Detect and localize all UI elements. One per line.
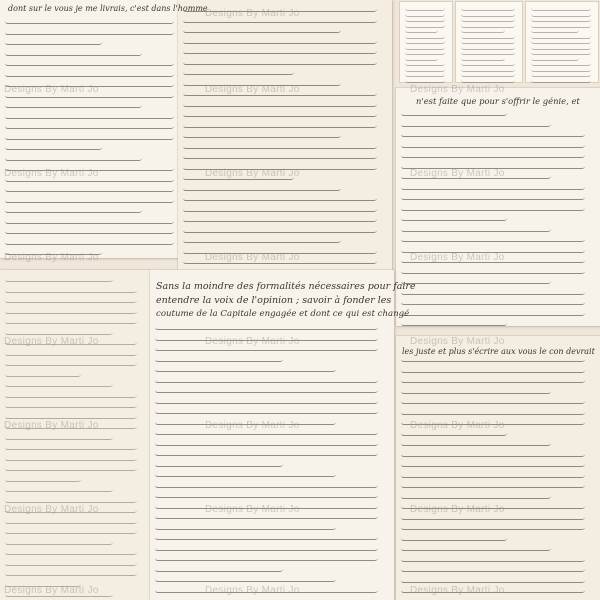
script-line xyxy=(401,501,588,509)
script-line xyxy=(401,470,588,478)
script-line xyxy=(401,438,553,446)
print-line xyxy=(461,13,515,17)
script-line xyxy=(183,57,379,65)
watermark: Designs By Marti Jo xyxy=(4,336,99,347)
script-line xyxy=(5,421,140,429)
script-line xyxy=(5,337,140,345)
watermark: Designs By Marti Jo xyxy=(410,252,505,263)
script-line xyxy=(5,79,176,87)
watermark: Designs By Marti Jo xyxy=(205,8,300,19)
sample-text-center-3: coutume de la Capitale engagée et dont ce qui est changé xyxy=(156,309,410,319)
watermark: Designs By Marti Jo xyxy=(205,84,300,95)
watermark: Designs By Marti Jo xyxy=(4,585,99,596)
script-line xyxy=(155,511,380,519)
print-line xyxy=(405,18,445,22)
script-line xyxy=(401,171,553,179)
print-line xyxy=(531,57,579,61)
script-line xyxy=(5,295,140,303)
watermark: Designs By Marti Jo xyxy=(205,585,300,596)
script-line xyxy=(401,585,588,593)
print-line xyxy=(461,57,505,61)
print-line xyxy=(405,29,438,33)
print-line xyxy=(531,35,591,39)
print-line xyxy=(461,35,515,39)
print-line xyxy=(461,79,515,83)
script-line xyxy=(183,204,379,212)
script-line xyxy=(183,25,343,33)
script-line xyxy=(401,491,553,499)
script-line xyxy=(183,193,379,201)
print-line xyxy=(531,51,591,55)
script-line xyxy=(155,469,338,477)
script-line xyxy=(183,235,343,243)
script-line xyxy=(155,333,380,341)
print-line xyxy=(531,46,591,50)
script-line xyxy=(401,449,588,457)
print-line xyxy=(405,62,445,66)
script-line xyxy=(155,585,380,593)
watermark: Designs By Marti Jo xyxy=(410,585,505,596)
script-line xyxy=(155,501,380,509)
print-line xyxy=(531,18,591,22)
print-line xyxy=(531,62,591,66)
print-line xyxy=(405,57,438,61)
script-line xyxy=(5,285,140,293)
script-line xyxy=(155,406,380,414)
script-line xyxy=(401,119,553,127)
script-line xyxy=(183,256,379,264)
script-line xyxy=(183,120,379,128)
script-line xyxy=(401,234,588,242)
script-line xyxy=(5,205,145,213)
script-line xyxy=(401,276,553,284)
script-line xyxy=(155,480,380,488)
script-line xyxy=(155,448,380,456)
watermark: Designs By Marti Jo xyxy=(205,252,300,263)
script-line xyxy=(401,140,588,148)
printed-lines xyxy=(531,7,593,77)
script-line xyxy=(401,407,588,415)
script-line xyxy=(401,417,588,425)
script-line xyxy=(401,129,588,137)
script-line xyxy=(401,192,588,200)
print-line xyxy=(531,79,591,83)
watermark: Designs By Marti Jo xyxy=(4,420,99,431)
script-line xyxy=(5,526,140,534)
script-line xyxy=(183,172,297,180)
script-line xyxy=(5,453,140,461)
printed-lines xyxy=(405,7,447,77)
script-line xyxy=(401,308,588,316)
script-line xyxy=(5,258,145,259)
script-line xyxy=(155,532,380,540)
print-line xyxy=(461,68,515,72)
script-line xyxy=(5,174,176,182)
script-line xyxy=(5,579,83,587)
handwritten-page-top-left xyxy=(0,0,188,258)
script-line xyxy=(5,58,176,66)
script-line xyxy=(401,522,588,530)
script-line xyxy=(5,505,140,513)
script-line xyxy=(183,36,379,44)
script-line xyxy=(5,142,104,150)
handwritten-page-right xyxy=(396,88,600,326)
script-line xyxy=(155,343,380,351)
script-line xyxy=(5,306,140,314)
script-line xyxy=(5,153,145,161)
script-line xyxy=(155,564,285,572)
script-line xyxy=(183,225,379,233)
script-line xyxy=(401,318,509,326)
print-line xyxy=(461,24,515,28)
script-line xyxy=(183,4,379,12)
print-line xyxy=(461,46,515,50)
print-line xyxy=(531,24,591,28)
script-line xyxy=(401,428,509,436)
printed-lines xyxy=(461,7,517,77)
print-line xyxy=(461,62,515,66)
print-line xyxy=(531,13,591,17)
watermark: Designs By Marti Jo xyxy=(4,252,99,263)
script-line xyxy=(155,427,380,435)
script-line xyxy=(5,390,140,398)
handwriting-lines xyxy=(156,322,388,596)
script-line xyxy=(183,141,379,149)
sample-text-center-1: Sans la moindre des formalités nécessaires pour faire xyxy=(156,281,416,292)
miniature-page-3 xyxy=(526,2,598,82)
print-line xyxy=(405,13,445,17)
script-line xyxy=(5,432,115,440)
script-line xyxy=(401,297,588,305)
script-line xyxy=(5,379,115,387)
script-line xyxy=(401,543,553,551)
script-line xyxy=(155,574,338,582)
script-line xyxy=(5,568,140,576)
script-line xyxy=(5,463,140,471)
print-line xyxy=(461,40,515,44)
miniature-page-1 xyxy=(400,2,452,82)
script-line xyxy=(155,396,380,404)
script-line xyxy=(5,247,104,255)
print-line xyxy=(531,73,591,77)
script-line xyxy=(183,162,379,170)
print-line xyxy=(405,24,445,28)
script-line xyxy=(183,99,379,107)
print-line xyxy=(531,7,591,11)
script-line xyxy=(5,537,115,545)
watermark: Designs By Marti Jo xyxy=(4,168,99,179)
script-line xyxy=(155,375,380,383)
print-line xyxy=(405,73,445,77)
script-line xyxy=(5,516,140,524)
print-line xyxy=(461,73,515,77)
script-line xyxy=(401,596,553,600)
print-line xyxy=(405,79,445,83)
script-line xyxy=(5,558,140,566)
sample-text-right-1: n'est faite que pour s'offrir le génie, et xyxy=(416,96,580,106)
script-line xyxy=(401,533,509,541)
print-line xyxy=(461,18,515,22)
script-line xyxy=(401,396,588,404)
sample-text-top-left: dont sur le vous je me livrais, c'est dans l'homme xyxy=(8,4,208,13)
script-line xyxy=(155,385,380,393)
print-line xyxy=(405,35,445,39)
script-line xyxy=(5,69,176,77)
script-line xyxy=(401,386,553,394)
script-line xyxy=(5,111,176,119)
script-line xyxy=(401,255,588,263)
script-line xyxy=(5,358,140,366)
script-line xyxy=(5,589,115,597)
watermark: Designs By Marti Jo xyxy=(205,420,300,431)
script-line xyxy=(183,15,379,23)
watermark: Designs By Marti Jo xyxy=(4,84,99,95)
handwritten-page-top-center xyxy=(178,0,392,274)
script-line xyxy=(155,459,285,467)
script-line xyxy=(5,37,104,45)
script-line xyxy=(155,354,285,362)
script-line xyxy=(183,151,379,159)
handwritten-page-left-lower xyxy=(0,270,150,600)
watermark: Designs By Marti Jo xyxy=(205,504,300,515)
script-line xyxy=(401,224,553,232)
script-line xyxy=(401,459,588,467)
script-line xyxy=(401,150,588,158)
sample-text-right-lower: les juste et plus s'écrire aux vous le con devrait xyxy=(402,347,595,356)
script-line xyxy=(5,226,176,234)
watermark: Designs By Marti Jo xyxy=(4,504,99,515)
script-line xyxy=(5,411,140,419)
watermark: Designs By Marti Jo xyxy=(410,168,505,179)
script-line xyxy=(5,48,145,56)
script-line xyxy=(5,442,140,450)
script-line xyxy=(5,90,176,98)
script-line xyxy=(5,327,115,335)
script-line xyxy=(401,108,509,116)
print-line xyxy=(461,7,515,11)
script-line xyxy=(5,216,176,224)
handwriting-lines xyxy=(402,354,594,596)
script-line xyxy=(401,266,588,274)
script-line xyxy=(5,400,140,408)
script-line xyxy=(401,512,588,520)
script-line xyxy=(5,316,140,324)
miniature-page-2 xyxy=(456,2,522,82)
handwriting-lines xyxy=(6,16,182,254)
script-line xyxy=(5,16,176,24)
script-line xyxy=(155,417,338,425)
script-line xyxy=(155,364,338,372)
script-line xyxy=(401,575,588,583)
watermark: Designs By Marti Jo xyxy=(410,84,505,95)
script-line xyxy=(5,27,176,35)
print-line xyxy=(405,51,445,55)
script-line xyxy=(5,369,83,377)
script-line xyxy=(183,67,297,75)
script-line xyxy=(5,484,115,492)
script-line xyxy=(401,564,588,572)
print-line xyxy=(531,40,591,44)
sample-text-center-2: entendre la voix de l'opinion ; savoir à fonder les xyxy=(156,295,392,306)
script-line xyxy=(5,121,176,129)
script-line xyxy=(5,547,140,555)
script-line xyxy=(183,88,379,96)
handwriting-lines xyxy=(6,274,144,596)
script-line xyxy=(401,203,588,211)
watermark: Designs By Marti Jo xyxy=(205,168,300,179)
script-line xyxy=(5,348,140,356)
script-line xyxy=(401,161,588,169)
print-line xyxy=(405,7,445,11)
script-line xyxy=(183,130,343,138)
script-line xyxy=(401,554,588,562)
script-line xyxy=(155,438,380,446)
handwriting-lines xyxy=(402,108,594,322)
script-line xyxy=(155,543,380,551)
script-line xyxy=(5,195,176,203)
script-line xyxy=(183,78,343,86)
script-line xyxy=(5,132,176,140)
script-line xyxy=(183,46,379,54)
script-line xyxy=(401,375,588,383)
print-line xyxy=(405,68,445,72)
script-line xyxy=(183,183,343,191)
script-line xyxy=(155,490,380,498)
script-line xyxy=(183,246,379,254)
watermark: Designs By Marti Jo xyxy=(205,336,300,347)
script-line xyxy=(155,595,380,600)
script-line xyxy=(5,495,140,503)
script-line xyxy=(183,214,379,222)
watermark: Designs By Marti Jo xyxy=(410,504,505,515)
print-line xyxy=(531,29,579,33)
script-line xyxy=(5,184,176,192)
print-line xyxy=(461,51,515,55)
script-line xyxy=(5,100,145,108)
script-line xyxy=(5,474,83,482)
script-line xyxy=(401,287,588,295)
print-line xyxy=(405,40,445,44)
script-line xyxy=(401,245,588,253)
watermark: Designs By Marti Jo xyxy=(410,420,505,431)
script-line xyxy=(401,182,588,190)
script-line xyxy=(183,109,379,117)
script-line xyxy=(155,522,338,530)
script-line xyxy=(155,553,380,561)
script-line xyxy=(401,365,588,373)
print-line xyxy=(531,68,591,72)
script-line xyxy=(401,213,509,221)
script-line xyxy=(155,322,380,330)
script-line xyxy=(401,480,588,488)
script-line xyxy=(5,274,115,282)
handwritten-page-right-lower xyxy=(396,336,600,600)
script-line xyxy=(5,163,176,171)
print-line xyxy=(405,46,445,50)
watermark: Designs By Marti Jo xyxy=(410,336,505,347)
script-line xyxy=(5,237,176,245)
print-line xyxy=(461,29,505,33)
handwriting-lines xyxy=(184,4,386,270)
